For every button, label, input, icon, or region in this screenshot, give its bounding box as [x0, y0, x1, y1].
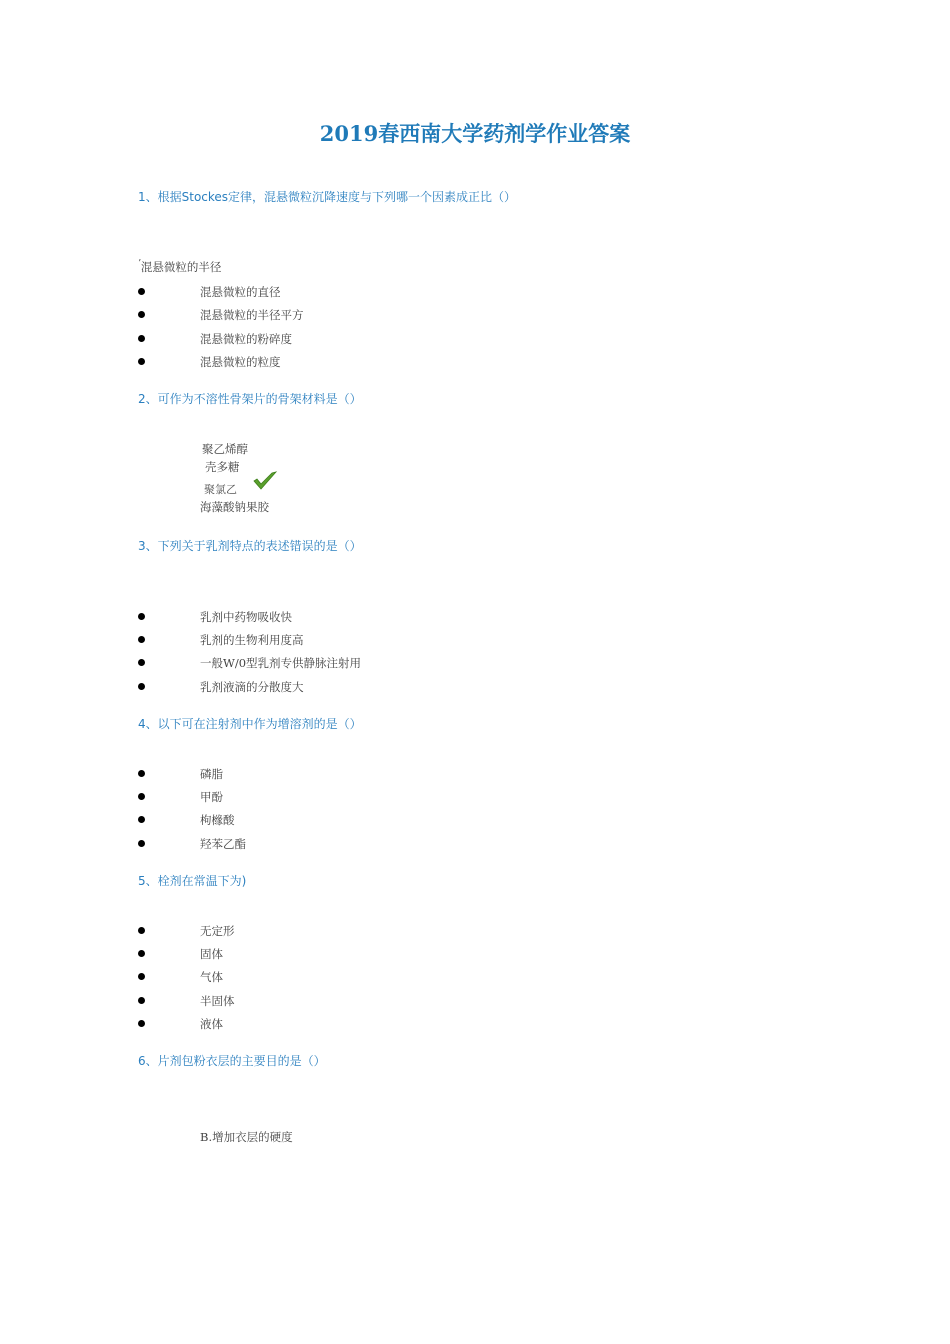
- bullet-icon: [138, 1020, 145, 1027]
- checkmark-icon: [252, 470, 278, 492]
- question-5: 5、栓剂在常温下为): [138, 874, 247, 888]
- bullet-icon: [138, 973, 145, 980]
- question-4: 4、以下可在注射剂中作为增溶剂的是（）: [138, 717, 362, 731]
- question-6: 6、片剂包粉衣层的主要目的是（）: [138, 1054, 326, 1068]
- document-page: 2019春西南大学药剂学作业答案 1、根据Stockes定律，混悬微粒沉降速度与下列哪一个因素成正比（） $^ʼ$混悬微粒的半径 混悬微粒的直径 混悬微粒的半径平方 混悬微粒的粉碎度 混悬微粒的粒度 2、可作为不溶性骨架片的骨架材料是（） 聚乙烯醇 壳多糖 聚氯乙 海藻酸钠果胶 3、下列关于乳剂特点的表述错误的是（） 乳剂中药物吸收快 乳剂的生物利用度高 一般W/0型乳剂专供静脉注射用 乳剂液滴的分散度大 4、以下可在注射剂中作为增溶剂的是（） 磷脂 甲酚 枸橼酸 羟苯乙酯 5、栓剂在常温下为) 无定形 固体 气体 半固体 液体 6、片剂包粉衣层的主要目的是（） B.增加衣层的硬度: [0, 0, 950, 1344]
- bullet-icon: [138, 840, 145, 847]
- page-title: 2019春西南大学药剂学作业答案: [319, 121, 631, 146]
- q1-selected-text: 混悬微粒的半径: [140, 260, 222, 274]
- bullet-icon: [138, 816, 145, 823]
- bullet-icon: [138, 770, 145, 777]
- q2-option: 壳多糖: [205, 460, 240, 474]
- bullet-icon: [138, 358, 145, 365]
- bullet-icon: [138, 636, 145, 643]
- bullet-icon: [138, 659, 145, 666]
- bullet-icon: [138, 335, 145, 342]
- q1-selected-answer: [138, 259, 221, 275]
- bullet-icon: [138, 927, 145, 934]
- selected-marker: ʼ: [138, 259, 141, 269]
- bullet-icon: [138, 997, 145, 1004]
- bullet-icon: [138, 288, 145, 295]
- question-1: 1、根据Stockes定律，混悬微粒沉降速度与下列哪一个因素成正比（）: [138, 190, 517, 204]
- bullet-icon: [138, 311, 145, 318]
- question-3: 3、下列关于乳剂特点的表述错误的是（）: [138, 539, 362, 553]
- q2-option: 聚乙烯醇: [202, 442, 248, 456]
- question-2: 2、可作为不溶性骨架片的骨架材料是（）: [138, 392, 362, 406]
- bullet-icon: [138, 793, 145, 800]
- q2-option: 海藻酸钠果胶: [200, 500, 269, 514]
- q2-option-cropped: 聚氯乙: [204, 483, 237, 496]
- bullet-icon: [138, 613, 145, 620]
- q6-answer: B.增加衣层的硬度: [200, 1130, 293, 1144]
- bullet-icon: [138, 950, 145, 957]
- bullet-icon: [138, 683, 145, 690]
